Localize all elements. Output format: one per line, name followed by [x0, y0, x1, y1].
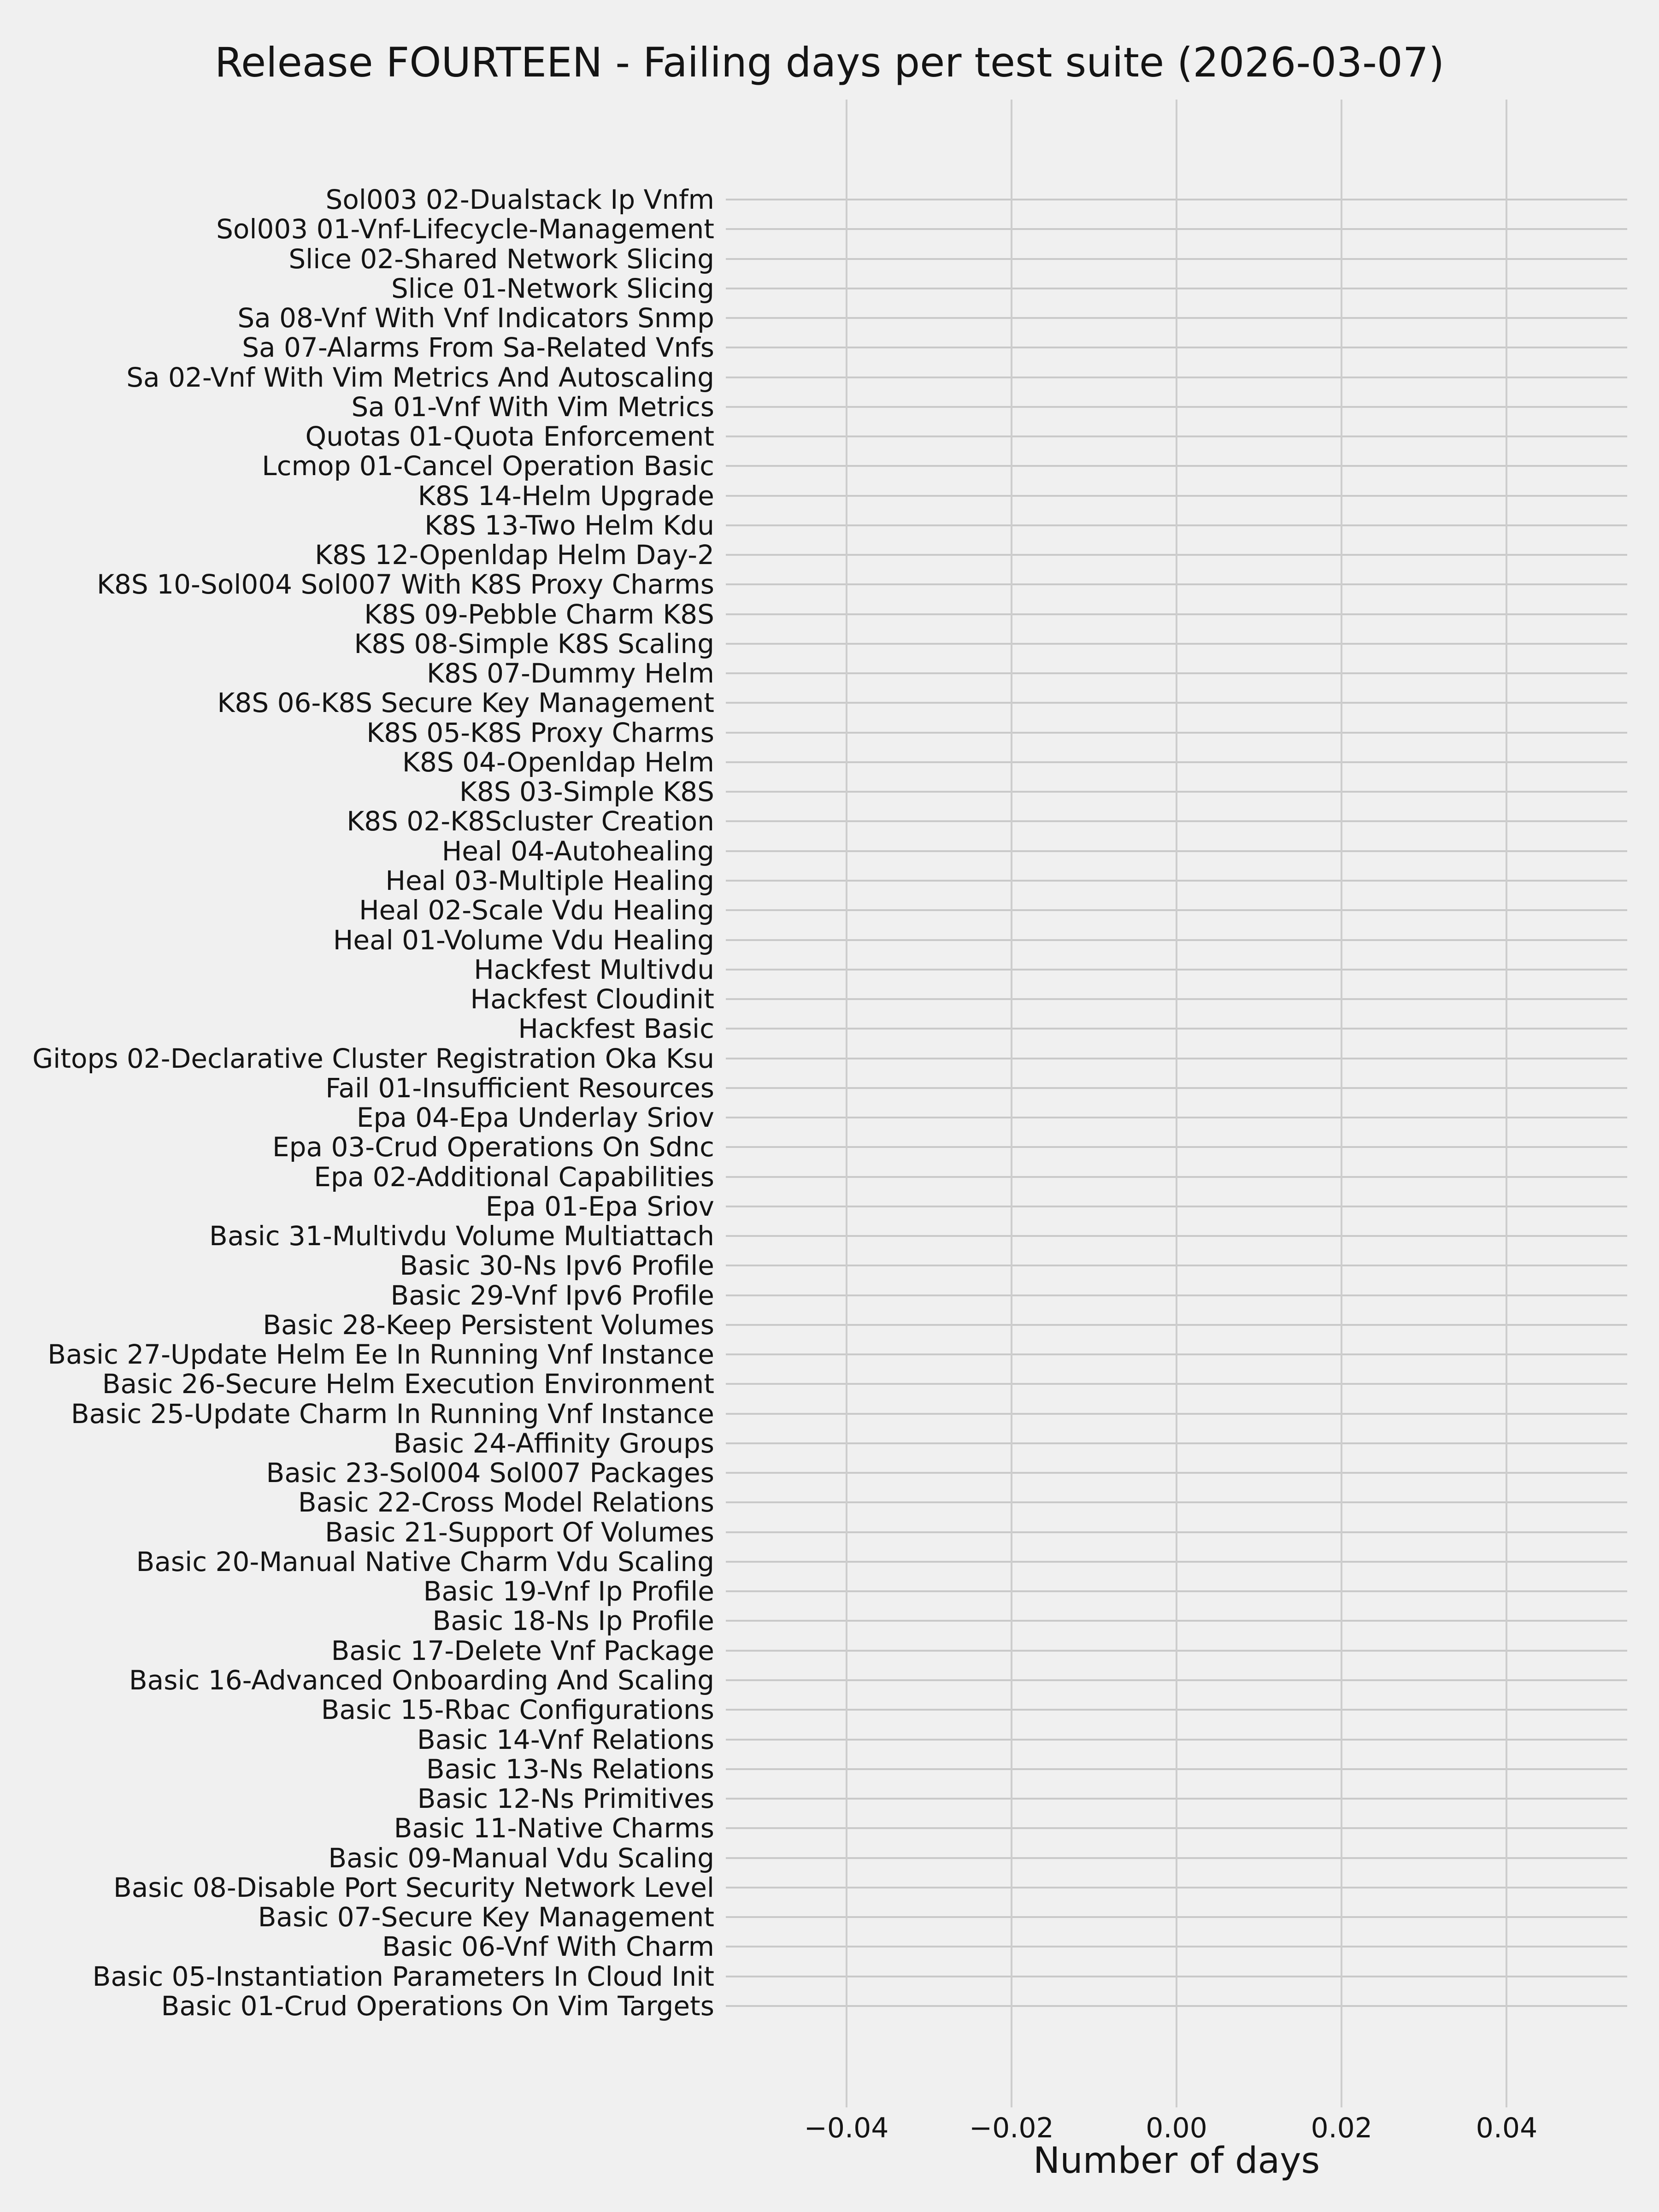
y-tick-label: Basic 21-Support Of Volumes [325, 1516, 714, 1548]
v-gridline [1341, 100, 1342, 2107]
y-tick-label: Epa 02-Additional Capabilities [314, 1161, 714, 1193]
x-tick-label: −0.02 [969, 2112, 1054, 2144]
y-tick-label: Slice 01-Network Slicing [391, 272, 714, 304]
y-tick-label: Heal 02-Scale Vdu Healing [359, 894, 714, 926]
plot-area [726, 100, 1627, 2107]
y-tick-label: Basic 12-Ns Primitives [417, 1783, 714, 1815]
y-tick-label: Heal 01-Volume Vdu Healing [333, 924, 714, 956]
y-tick-label: Basic 01-Crud Operations On Vim Targets [161, 1990, 714, 2022]
y-tick-label: Slice 02-Shared Network Slicing [288, 243, 714, 275]
y-tick-label: Lcmop 01-Cancel Operation Basic [262, 450, 714, 482]
y-tick-label: Hackfest Basic [518, 1013, 714, 1045]
y-tick-label: K8S 09-Pebble Charm K8S [364, 598, 714, 630]
x-tick-label: 0.00 [1146, 2112, 1207, 2144]
y-tick-label: Basic 23-Sol004 Sol007 Packages [266, 1457, 714, 1489]
y-tick-label: Sa 02-Vnf With Vim Metrics And Autoscaling [126, 361, 714, 393]
y-tick-label: K8S 12-Openldap Helm Day-2 [315, 539, 714, 571]
y-tick-label: Epa 01-Epa Sriov [485, 1190, 714, 1222]
y-tick-label: K8S 13-Two Helm Kdu [424, 509, 714, 541]
y-tick-label: Epa 03-Crud Operations On Sdnc [272, 1131, 714, 1163]
y-tick-label: Basic 29-Vnf Ipv6 Profile [390, 1279, 714, 1311]
y-tick-label: Heal 03-Multiple Healing [385, 865, 714, 896]
y-tick-label: Sa 08-Vnf With Vnf Indicators Snmp [237, 302, 714, 334]
y-tick-label: Basic 15-Rbac Configurations [321, 1694, 714, 1726]
y-tick-label: K8S 02-K8Scluster Creation [347, 806, 714, 837]
y-tick-label: Basic 19-Vnf Ip Profile [423, 1576, 714, 1607]
y-tick-label: Basic 17-Delete Vnf Package [331, 1635, 714, 1666]
y-tick-label: Basic 30-Ns Ipv6 Profile [400, 1250, 714, 1282]
y-tick-label: Quotas 01-Quota Enforcement [305, 421, 714, 453]
y-tick-label: Basic 13-Ns Relations [426, 1753, 714, 1785]
x-tick-label: −0.04 [804, 2112, 889, 2144]
y-tick-label: Basic 06-Vnf With Charm [382, 1931, 714, 1963]
y-tick-label: K8S 14-Helm Upgrade [418, 480, 714, 512]
y-tick-label: Sa 01-Vnf With Vim Metrics [351, 391, 714, 423]
v-gridline [1011, 100, 1012, 2107]
x-tick-label: 0.04 [1476, 2112, 1538, 2144]
x-axis-title: Number of days [1033, 2140, 1320, 2182]
y-tick-label: Sa 07-Alarms From Sa-Related Vnfs [242, 332, 714, 364]
y-tick-label: K8S 05-K8S Proxy Charms [366, 717, 714, 748]
y-tick-label: Basic 22-Cross Model Relations [298, 1487, 714, 1518]
y-tick-label: K8S 03-Simple K8S [459, 776, 714, 808]
y-tick-label: Basic 28-Keep Persistent Volumes [263, 1309, 714, 1341]
y-tick-label: Basic 25-Update Charm In Running Vnf Instance [71, 1398, 714, 1430]
y-tick-label: Basic 24-Affinity Groups [393, 1427, 714, 1459]
y-tick-label: Basic 31-Multivdu Volume Multiattach [209, 1220, 714, 1252]
v-gridline [846, 100, 847, 2107]
y-tick-label: K8S 07-Dummy Helm [426, 658, 714, 689]
y-axis-labels [9, 0, 714, 2212]
v-gridline [1176, 100, 1177, 2107]
y-tick-label: Basic 20-Manual Native Charm Vdu Scaling [136, 1546, 714, 1577]
y-tick-label: K8S 04-Openldap Helm [402, 746, 714, 778]
y-tick-label: Sol003 02-Dualstack Ip Vnfm [325, 184, 714, 215]
v-gridline [1506, 100, 1507, 2107]
chart-title: Release FOURTEEN - Failing days per test suite (2026-03-07) [214, 39, 1445, 86]
y-tick-label: Hackfest Cloudinit [470, 983, 714, 1015]
y-tick-label: K8S 06-K8S Secure Key Management [217, 687, 714, 719]
y-tick-label: Basic 05-Instantiation Parameters In Cloud Init [92, 1960, 714, 1992]
y-tick-label: Fail 01-Insufficient Resources [325, 1072, 714, 1104]
y-tick-label: Epa 04-Epa Underlay Sriov [356, 1102, 714, 1134]
y-tick-label: Basic 14-Vnf Relations [417, 1724, 714, 1755]
y-tick-label: Sol003 01-Vnf-Lifecycle-Management [216, 213, 714, 245]
y-tick-label: Basic 26-Secure Helm Execution Environment [102, 1368, 714, 1400]
y-tick-label: Basic 11-Native Charms [394, 1812, 714, 1844]
y-tick-label: Gitops 02-Declarative Cluster Registration Oka Ksu [32, 1042, 714, 1074]
y-tick-label: Basic 08-Disable Port Security Network Level [113, 1871, 714, 1903]
y-tick-label: Heal 04-Autohealing [441, 835, 714, 867]
y-tick-label: Basic 27-Update Helm Ee In Running Vnf Instance [47, 1339, 714, 1371]
y-tick-label: Basic 07-Secure Key Management [258, 1901, 714, 1933]
y-tick-label: Basic 16-Advanced Onboarding And Scaling [129, 1665, 714, 1696]
y-tick-label: K8S 10-Sol004 Sol007 With K8S Proxy Charms [96, 569, 714, 600]
y-tick-label: Hackfest Multivdu [474, 953, 714, 985]
y-tick-label: Basic 18-Ns Ip Profile [432, 1605, 714, 1637]
y-tick-label: Basic 09-Manual Vdu Scaling [328, 1842, 714, 1874]
x-tick-label: 0.02 [1311, 2112, 1373, 2144]
y-tick-label: K8S 08-Simple K8S Scaling [354, 628, 714, 659]
